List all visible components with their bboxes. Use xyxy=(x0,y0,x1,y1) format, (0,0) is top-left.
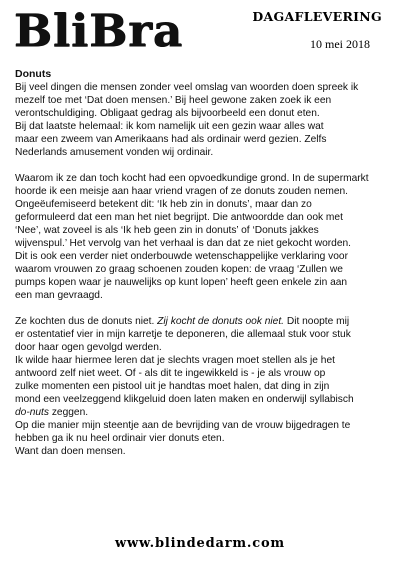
text-line: hebben ga ik nu heel ordinair vier donuts eten. xyxy=(15,433,225,444)
paragraph-2 xyxy=(15,172,387,302)
text-line: waarom vrouwen zo graag schoenen zouden kopen: de vraag ‘Zullen we xyxy=(15,264,343,275)
text-line: geformuleerd dat een man het niet begrijpt. Die antwoordde dan ook met xyxy=(15,212,343,223)
text-line: mond een veelzeggend klikgeluid doen laten maken en onderwijl syllabisch xyxy=(15,394,354,405)
text-line: Op die manier mijn steentje aan de bevrijding van de vrouw bijgedragen te xyxy=(15,420,351,431)
text-fragment: zeggen. xyxy=(48,407,89,418)
text-line: Ongeëufemiseerd betekent dit: ‘Ik heb zin in donuts’, maar dan zo xyxy=(15,199,312,210)
italic-fragment: Zij kocht de donuts ook niet. xyxy=(157,316,285,327)
website-url: www.blindedarm.com xyxy=(115,536,285,551)
text-line: ‘Nee’, wat zoveel is als ‘Ik heb geen zin in donuts’ of ‘Donuts jakkes xyxy=(15,225,319,236)
text-line: hoorde ik een meisje aan haar vriend vragen of ze donuts zouden nemen. xyxy=(15,186,349,197)
text-fragment: Ze kochten dus de donuts niet. xyxy=(15,316,158,327)
text-fragment: Dit noopte mij xyxy=(284,316,350,327)
text-line: Ik wilde haar hiermee leren dat je slechts vragen moet stellen als je het xyxy=(15,355,335,366)
text-line: zulke momenten een pistool uit je handtas moet halen, dat ding in zijn xyxy=(15,381,330,392)
paragraph-gap xyxy=(15,159,387,172)
text-line: pumps kopen waar je nauwelijks op kunt lopen’ heeft geen enkele zin aan xyxy=(15,277,348,288)
text-line: antwoord zelf niet weet. Of - als dit te ingewikkeld is - je als vrouw op xyxy=(15,368,326,379)
publication-date: 10 mei 2018 xyxy=(310,37,370,51)
text-line: een man gevraagd. xyxy=(15,290,103,301)
text-line: Waarom ik ze dan toch kocht had een opvoedkundige grond. In de supermarkt xyxy=(15,173,369,184)
text-line: mezelf toe met ‘Dat doen mensen.’ Bij heel gewone zaken zoek ik een xyxy=(15,95,332,106)
text-line: er ostentatief vier in mijn karretje te deponeren, die allemaal stuk voor stuk xyxy=(15,329,351,340)
italic-fragment: do-nuts xyxy=(15,407,49,418)
article-title: Donuts xyxy=(15,68,52,80)
text-line: maar een zweem van Amerikaans had als ordinair werd gezien. Zelfs xyxy=(15,134,327,145)
text-line: Want dan doen mensen. xyxy=(15,446,126,457)
text-line: Nederlands amusement vonden wij ordinair. xyxy=(15,147,214,158)
paragraph-3 xyxy=(15,315,387,458)
paragraph-gap xyxy=(15,302,387,315)
blibra-logo: BliBra xyxy=(14,4,184,57)
text-line: door haar ogen gevolgd werden. xyxy=(15,342,162,353)
article xyxy=(15,67,387,458)
edition-label: DAGAFLEVERING xyxy=(252,9,382,24)
text-line: Bij dat laatste helemaal: ik kom namelijk uit een gezin waar alles wat xyxy=(15,121,324,132)
text-line: verontschuldiging. Obligaat gedrag als bijvoorbeeld een donut eten. xyxy=(15,108,320,119)
paragraph-1 xyxy=(15,81,387,159)
text-line: wijvenspul.’ Het vervolg van het verhaal is dan dat ze niet gekocht worden. xyxy=(15,238,351,249)
text-line: Bij veel dingen die mensen zonder veel omslag van woorden doen spreek ik xyxy=(15,82,359,93)
text-line: Dit is ook een verder niet onderbouwde wetenschappelijke verklaring voor xyxy=(15,251,348,262)
